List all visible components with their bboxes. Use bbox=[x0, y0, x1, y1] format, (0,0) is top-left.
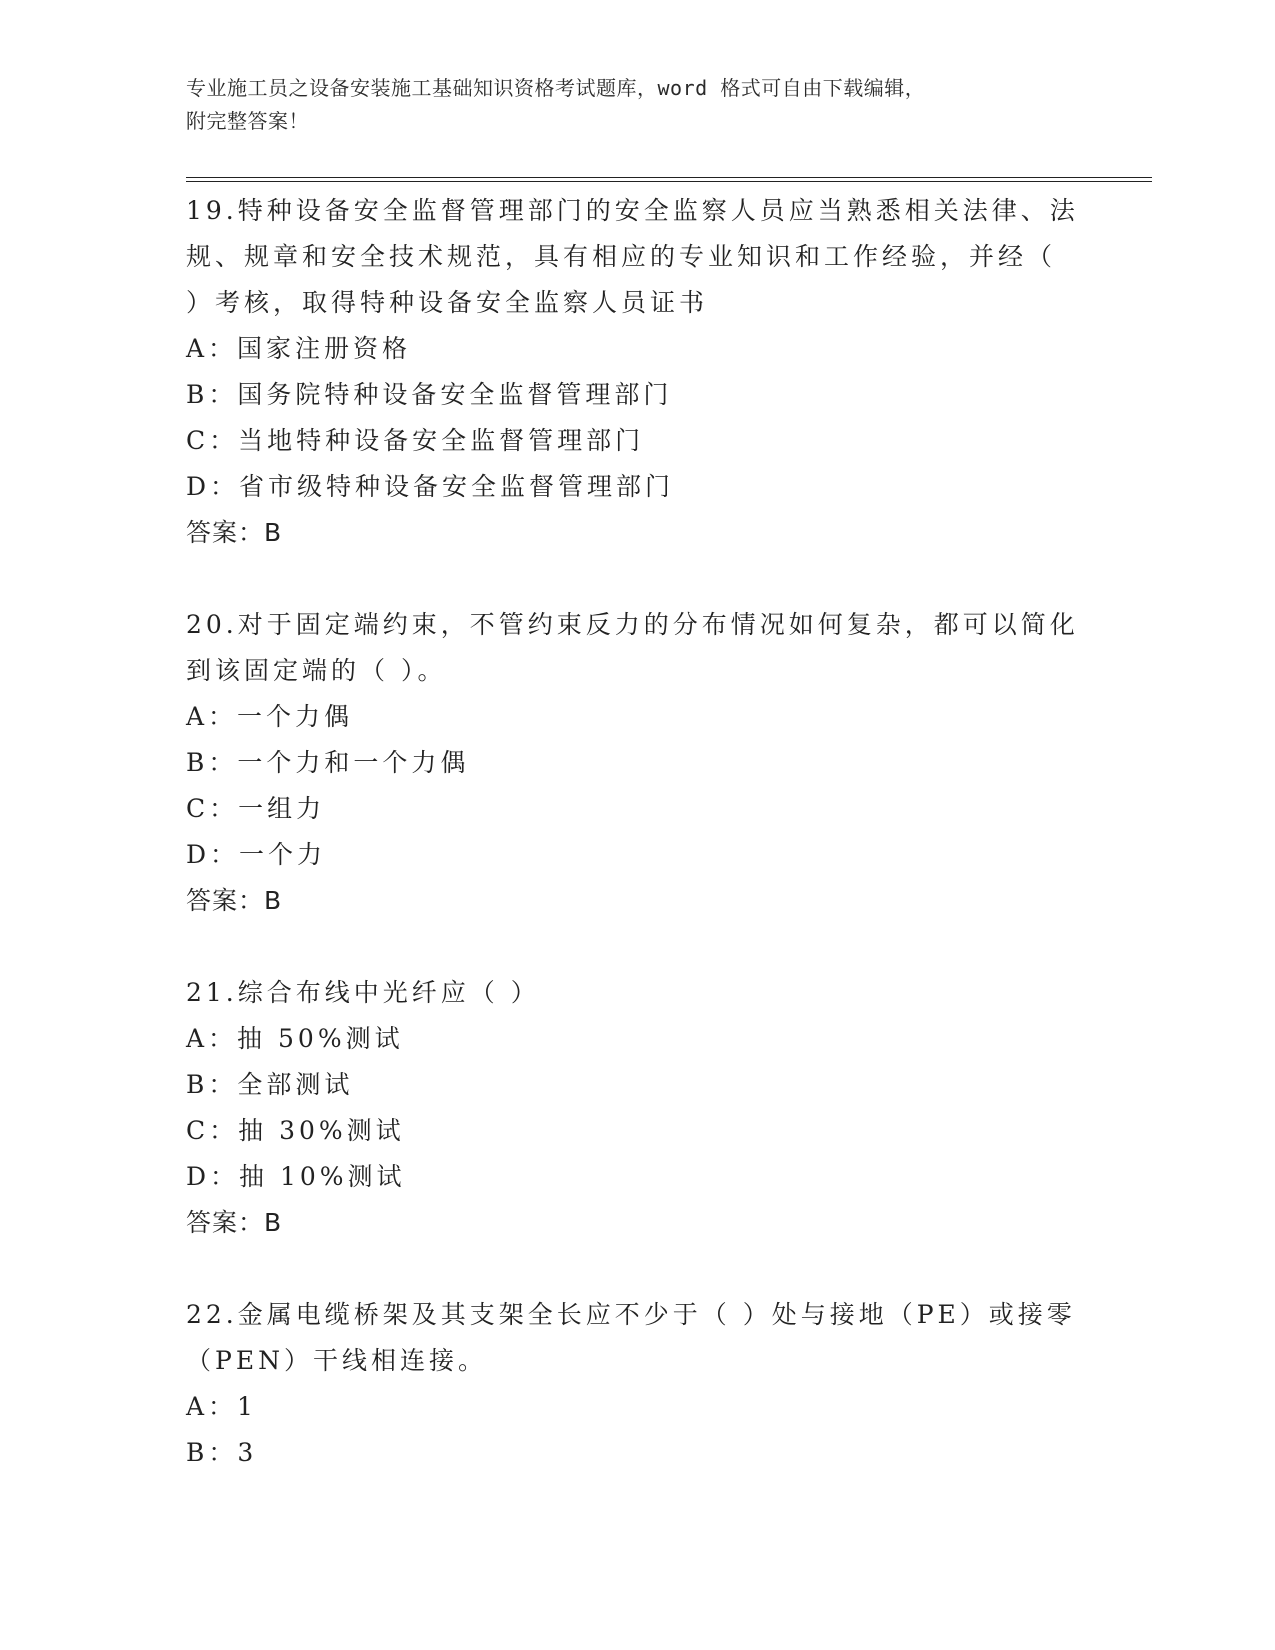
question-stem-line: 21.综合布线中光纤应（ ） bbox=[186, 978, 540, 1007]
answer-line: 答案：B bbox=[186, 886, 283, 915]
header-divider-bottom bbox=[186, 181, 1152, 182]
question-stem-line: 22.金属电缆桥架及其支架全长应不少于（ ）处与接地（PE）或接零 bbox=[186, 1300, 1076, 1329]
option-d: D：一个力 bbox=[186, 840, 327, 869]
question-22 bbox=[186, 1292, 1086, 1476]
question-stem-line: 到该固定端的（ ）。 bbox=[186, 656, 447, 685]
option-b: B：一个力和一个力偶 bbox=[186, 748, 470, 777]
option-c: C：一组力 bbox=[186, 794, 326, 823]
question-list bbox=[186, 188, 1086, 1476]
question-stem-line: （PEN）干线相连接。 bbox=[186, 1346, 487, 1375]
question-stem-line: 20.对于固定端约束，不管约束反力的分布情况如何复杂，都可以简化 bbox=[186, 610, 1079, 639]
option-b: B：3 bbox=[186, 1438, 258, 1467]
question-19 bbox=[186, 188, 1086, 556]
option-a: A：国家注册资格 bbox=[186, 334, 412, 363]
option-c: C：当地特种设备安全监督管理部门 bbox=[186, 426, 645, 455]
option-d: D：抽 10%测试 bbox=[186, 1162, 406, 1191]
option-a: A：一个力偶 bbox=[186, 702, 354, 731]
option-b: B：国务院特种设备安全监督管理部门 bbox=[186, 380, 673, 409]
header-line-1: 专业施工员之设备安装施工基础知识资格考试题库，word 格式可自由下载编辑， bbox=[186, 76, 926, 100]
document-header bbox=[186, 72, 1066, 138]
answer-line: 答案：B bbox=[186, 1208, 283, 1237]
answer-line: 答案：B bbox=[186, 518, 283, 547]
question-stem-line: ）考核，取得特种设备安全监察人员证书 bbox=[186, 288, 709, 317]
option-c: C：抽 30%测试 bbox=[186, 1116, 405, 1145]
question-stem-line: 19.特种设备安全监督管理部门的安全监察人员应当熟悉相关法律、法 bbox=[186, 196, 1079, 225]
question-stem-line: 规、规章和安全技术规范，具有相应的专业知识和工作经验，并经（ bbox=[186, 242, 1057, 271]
header-line-2: 附完整答案！ bbox=[186, 109, 309, 133]
header-divider-top bbox=[186, 177, 1152, 178]
option-b: B：全部测试 bbox=[186, 1070, 354, 1099]
option-a: A：抽 50%测试 bbox=[186, 1024, 404, 1053]
option-a: A：1 bbox=[186, 1392, 257, 1421]
question-20 bbox=[186, 602, 1086, 924]
question-21 bbox=[186, 970, 1086, 1246]
option-d: D：省市级特种设备安全监督管理部门 bbox=[186, 472, 675, 501]
